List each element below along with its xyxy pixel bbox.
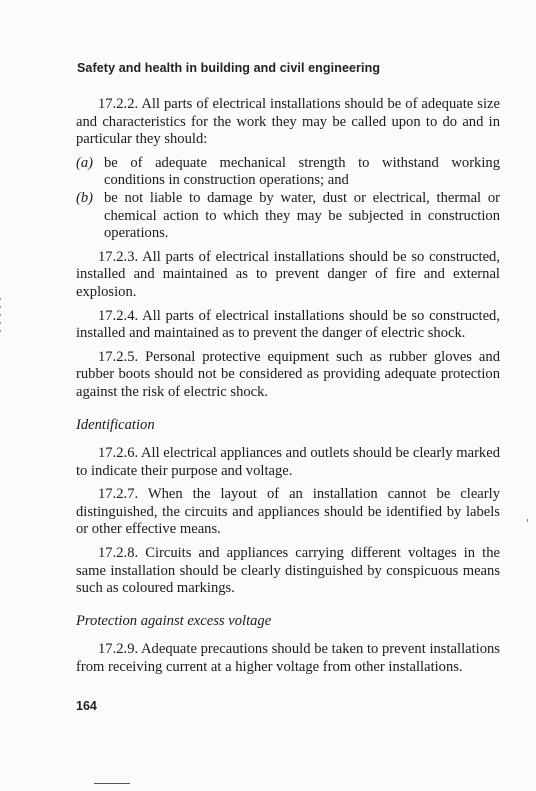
paragraph-17-2-2: 17.2.2. All parts of electrical installations should be of adequate size and characteristics for the work they may be called upon to do and in particular they should:: [76, 96, 500, 148]
paragraph-17-2-3: 17.2.3. All parts of electrical installations should be so constructed, installed and maintained as to prevent danger of fire and external explosion.: [76, 248, 500, 300]
paragraph-17-2-5: 17.2.5. Personal protective equipment such as rubber gloves and rubber boots should not be considered as providing adequate protection against the risk of electric shock.: [76, 348, 500, 400]
running-head: Safety and health in building and civil engineering: [77, 61, 381, 75]
page-number: 164: [76, 699, 97, 713]
paragraph-17-2-4: 17.2.4. All parts of electrical installations should be so constructed, installed and maintained as to prevent the danger of electric shock.: [76, 307, 500, 342]
list-item-a: [76, 155, 500, 190]
section-heading-protection: Protection against excess voltage: [76, 612, 272, 629]
paragraph-17-2-6: 17.2.6. All electrical appliances and outlets should be clearly marked to indicate their purpose and voltage.: [76, 445, 501, 479]
scan-mark: [0, 298, 1, 300]
list-item-b-text: be not liable to damage by water, dust or electrical, thermal or chemical action to which they may be subjected in construction operations.: [104, 189, 500, 242]
list-marker-a: (a): [76, 154, 94, 171]
paragraph-17-2-8: 17.2.8. Circuits and appliances carrying different voltages in the same installation should be clearly distinguished by conspicuous means such as coloured markings.: [76, 545, 500, 597]
body-text: [76, 96, 500, 683]
list-item-b: [76, 190, 500, 243]
list-marker-b: (b): [76, 189, 94, 206]
paragraph-17-2-7: 17.2.7. When the layout of an installation cannot be clearly distinguished, the circuits and appliances should be identified by labels or other effective means.: [76, 486, 500, 538]
section-heading-identification: Identification: [76, 416, 155, 433]
bottom-rule: [94, 783, 130, 784]
scan-mark: [527, 519, 528, 522]
scan-mark: [0, 314, 1, 316]
scan-mark: [0, 306, 1, 308]
list-item-a-text: be of adequate mechanical strength to withstand working conditions in construction operations; and: [104, 154, 500, 189]
paragraph-17-2-9: 17.2.9. Adequate precautions should be taken to prevent installations from receiving current at a higher voltage from other installations.: [76, 641, 500, 676]
scan-mark: [0, 330, 1, 332]
scan-mark: [0, 322, 1, 324]
